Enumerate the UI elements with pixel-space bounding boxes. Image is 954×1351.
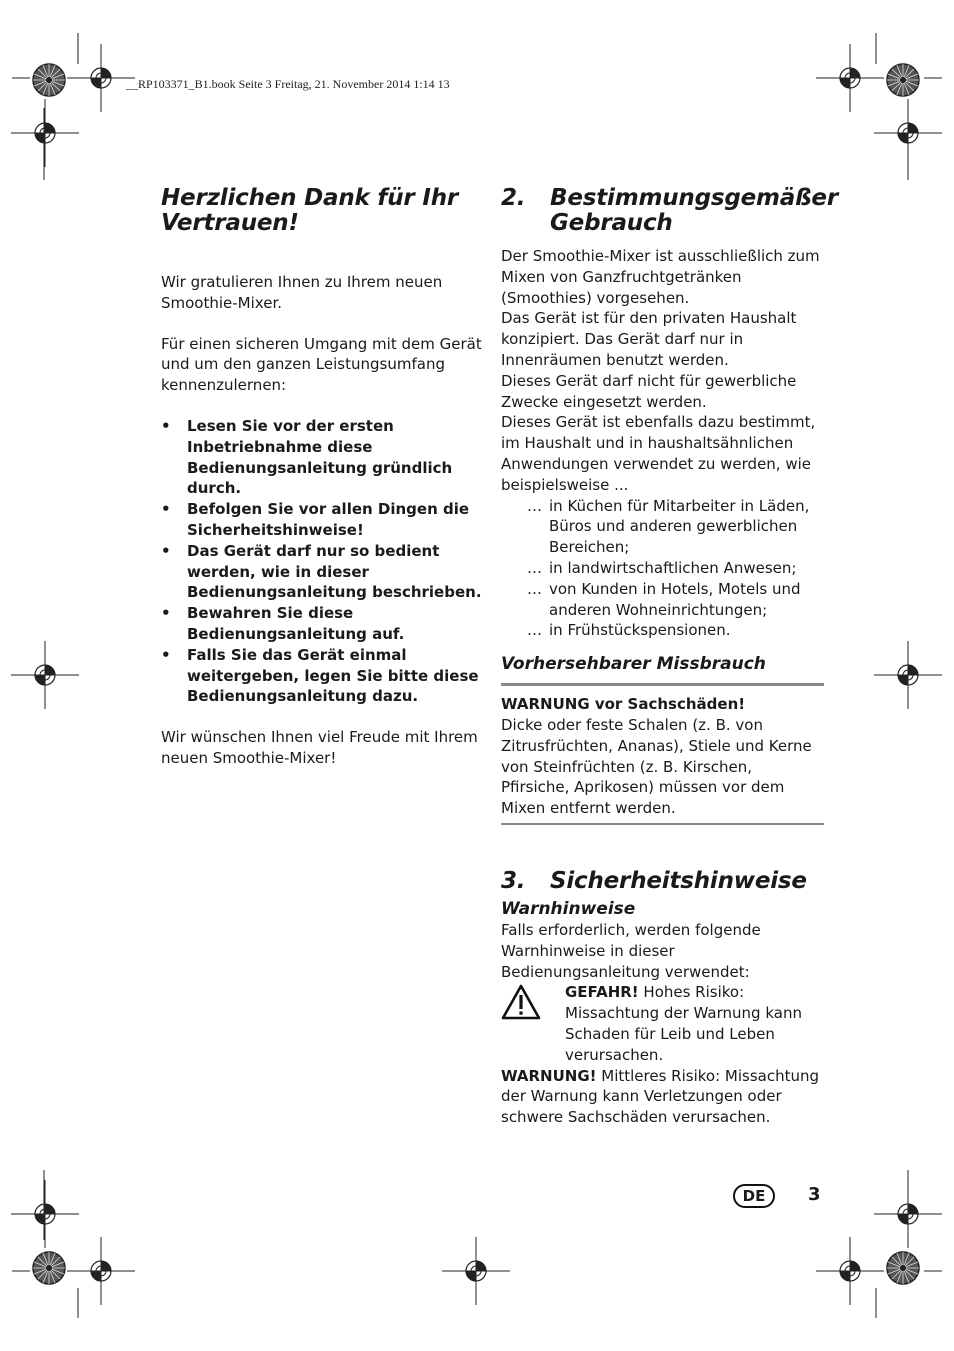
bullet-icon: •	[161, 541, 171, 560]
language-badge: DE	[733, 1184, 775, 1208]
instruction-list	[161, 416, 486, 707]
section-title: Sicherheitshinweise	[550, 867, 807, 894]
list-item: … in landwirtschaftlichen Anwesen;	[527, 558, 797, 577]
misuse-heading: Vorhersehbarer Missbrauch	[501, 654, 766, 675]
similar-use-paragraph: Dieses Gerät ist ebenfalls dazu bestimmt, im Haushalt und in haushaltsähnlichen Anwendungen verwendet zu werden, wie beispielsweise ...	[501, 413, 816, 494]
list-item: • Falls Sie das Gerät einmal weitergeben, legen Sie bitte diese Bedienungsanleitung dazu.	[161, 645, 479, 706]
thank-you-title: Herzlichen Dank für Ihr Vertrauen!	[161, 185, 459, 236]
list-item: • Lesen Sie vor der ersten Inbetriebnahme diese Bedienungsanleitung gründlich durch.	[161, 416, 453, 498]
danger-text: Hohes Risiko: Missachtung der Warnung kann Schaden für Leib und Leben verursachen.	[565, 983, 802, 1064]
list-item: … in Küchen für Mitarbeiter in Läden, Büros und anderen gewerblichen Bereichen;	[527, 496, 810, 557]
use-case-list	[501, 496, 824, 642]
bullet-icon: •	[161, 500, 171, 519]
bullet-icon: •	[161, 645, 171, 664]
warnings-intro: Falls erforderlich, werden folgende Warnhinweise in dieser Bedienungsanleitung verwendet:	[501, 920, 761, 981]
warning-title: WARNUNG vor Sachschäden!	[501, 695, 746, 714]
warning-level-text: Mittleres Risiko: Missachtung der Warnung kann Verletzungen oder schwere Sachschäden verursachen.	[501, 1066, 819, 1127]
section-title: Bestimmungsgemäßer Gebrauch	[550, 185, 838, 236]
commercial-paragraph: Dieses Gerät darf nicht für gewerbliche Zwecke eingesetzt werden.	[501, 371, 797, 411]
section-number: 2.	[501, 185, 526, 211]
warning-text: Dicke oder feste Schalen (z. B. von Zitrusfrüchten, Ananas), Stiele und Kerne von Steinfrüchten (z. B. Kirschen, Pfirsiche, Aprikosen) müssen vor dem Mixen entfernt werden.	[501, 715, 812, 818]
closing-paragraph: Wir wünschen Ihnen viel Freude mit Ihrem neuen Smoothie-Mixer!	[161, 728, 478, 767]
right-column	[501, 185, 838, 1128]
section-number: 3.	[501, 867, 526, 894]
warning-label: WARNUNG!	[501, 1066, 597, 1085]
list-item: … von Kunden in Hotels, Motels und anderen Wohneinrichtungen;	[527, 579, 801, 619]
warnings-subheading: Warnhinweise	[501, 898, 636, 919]
print-header: __RP103371_B1.book Seite 3 Freitag, 21. November 2014 1:14 13	[126, 77, 450, 91]
list-item: • Befolgen Sie vor allen Dingen die Sicherheitshinweise!	[161, 500, 470, 539]
left-column	[161, 186, 486, 769]
page-number: 3	[808, 1184, 821, 1205]
purpose-paragraph: Der Smoothie-Mixer ist ausschließlich zum Mixen von Ganzfruchtgetränken (Smoothies) vorgesehen.	[501, 247, 820, 307]
warning-triangle-icon	[501, 984, 541, 1020]
intro-paragraph: Wir gratulieren Ihnen zu Ihrem neuen Smoothie-Mixer.	[161, 273, 443, 312]
usage-paragraph: Für einen sicheren Umgang mit dem Gerät und um den ganzen Leistungsumfang kennenzulernen:	[161, 334, 482, 395]
danger-label: GEFAHR!	[565, 983, 639, 1002]
household-paragraph: Das Gerät ist für den privaten Haushalt konzipiert. Das Gerät darf nur in Innenräumen benutzt werden.	[501, 309, 797, 369]
bullet-icon: •	[161, 604, 171, 623]
list-item: … in Frühstückspensionen.	[527, 621, 731, 640]
danger-notice	[501, 982, 824, 1065]
section-2-heading	[501, 185, 838, 236]
list-item: • Bewahren Sie diese Bedienungsanleitung auf.	[161, 604, 405, 643]
bullet-icon: •	[161, 416, 171, 435]
section-3-heading	[501, 869, 824, 894]
list-item: • Das Gerät darf nur so bedient werden, wie in dieser Bedienungsanleitung beschrieben.	[161, 541, 482, 602]
property-damage-warning	[501, 683, 824, 825]
warning-notice	[501, 1066, 824, 1128]
